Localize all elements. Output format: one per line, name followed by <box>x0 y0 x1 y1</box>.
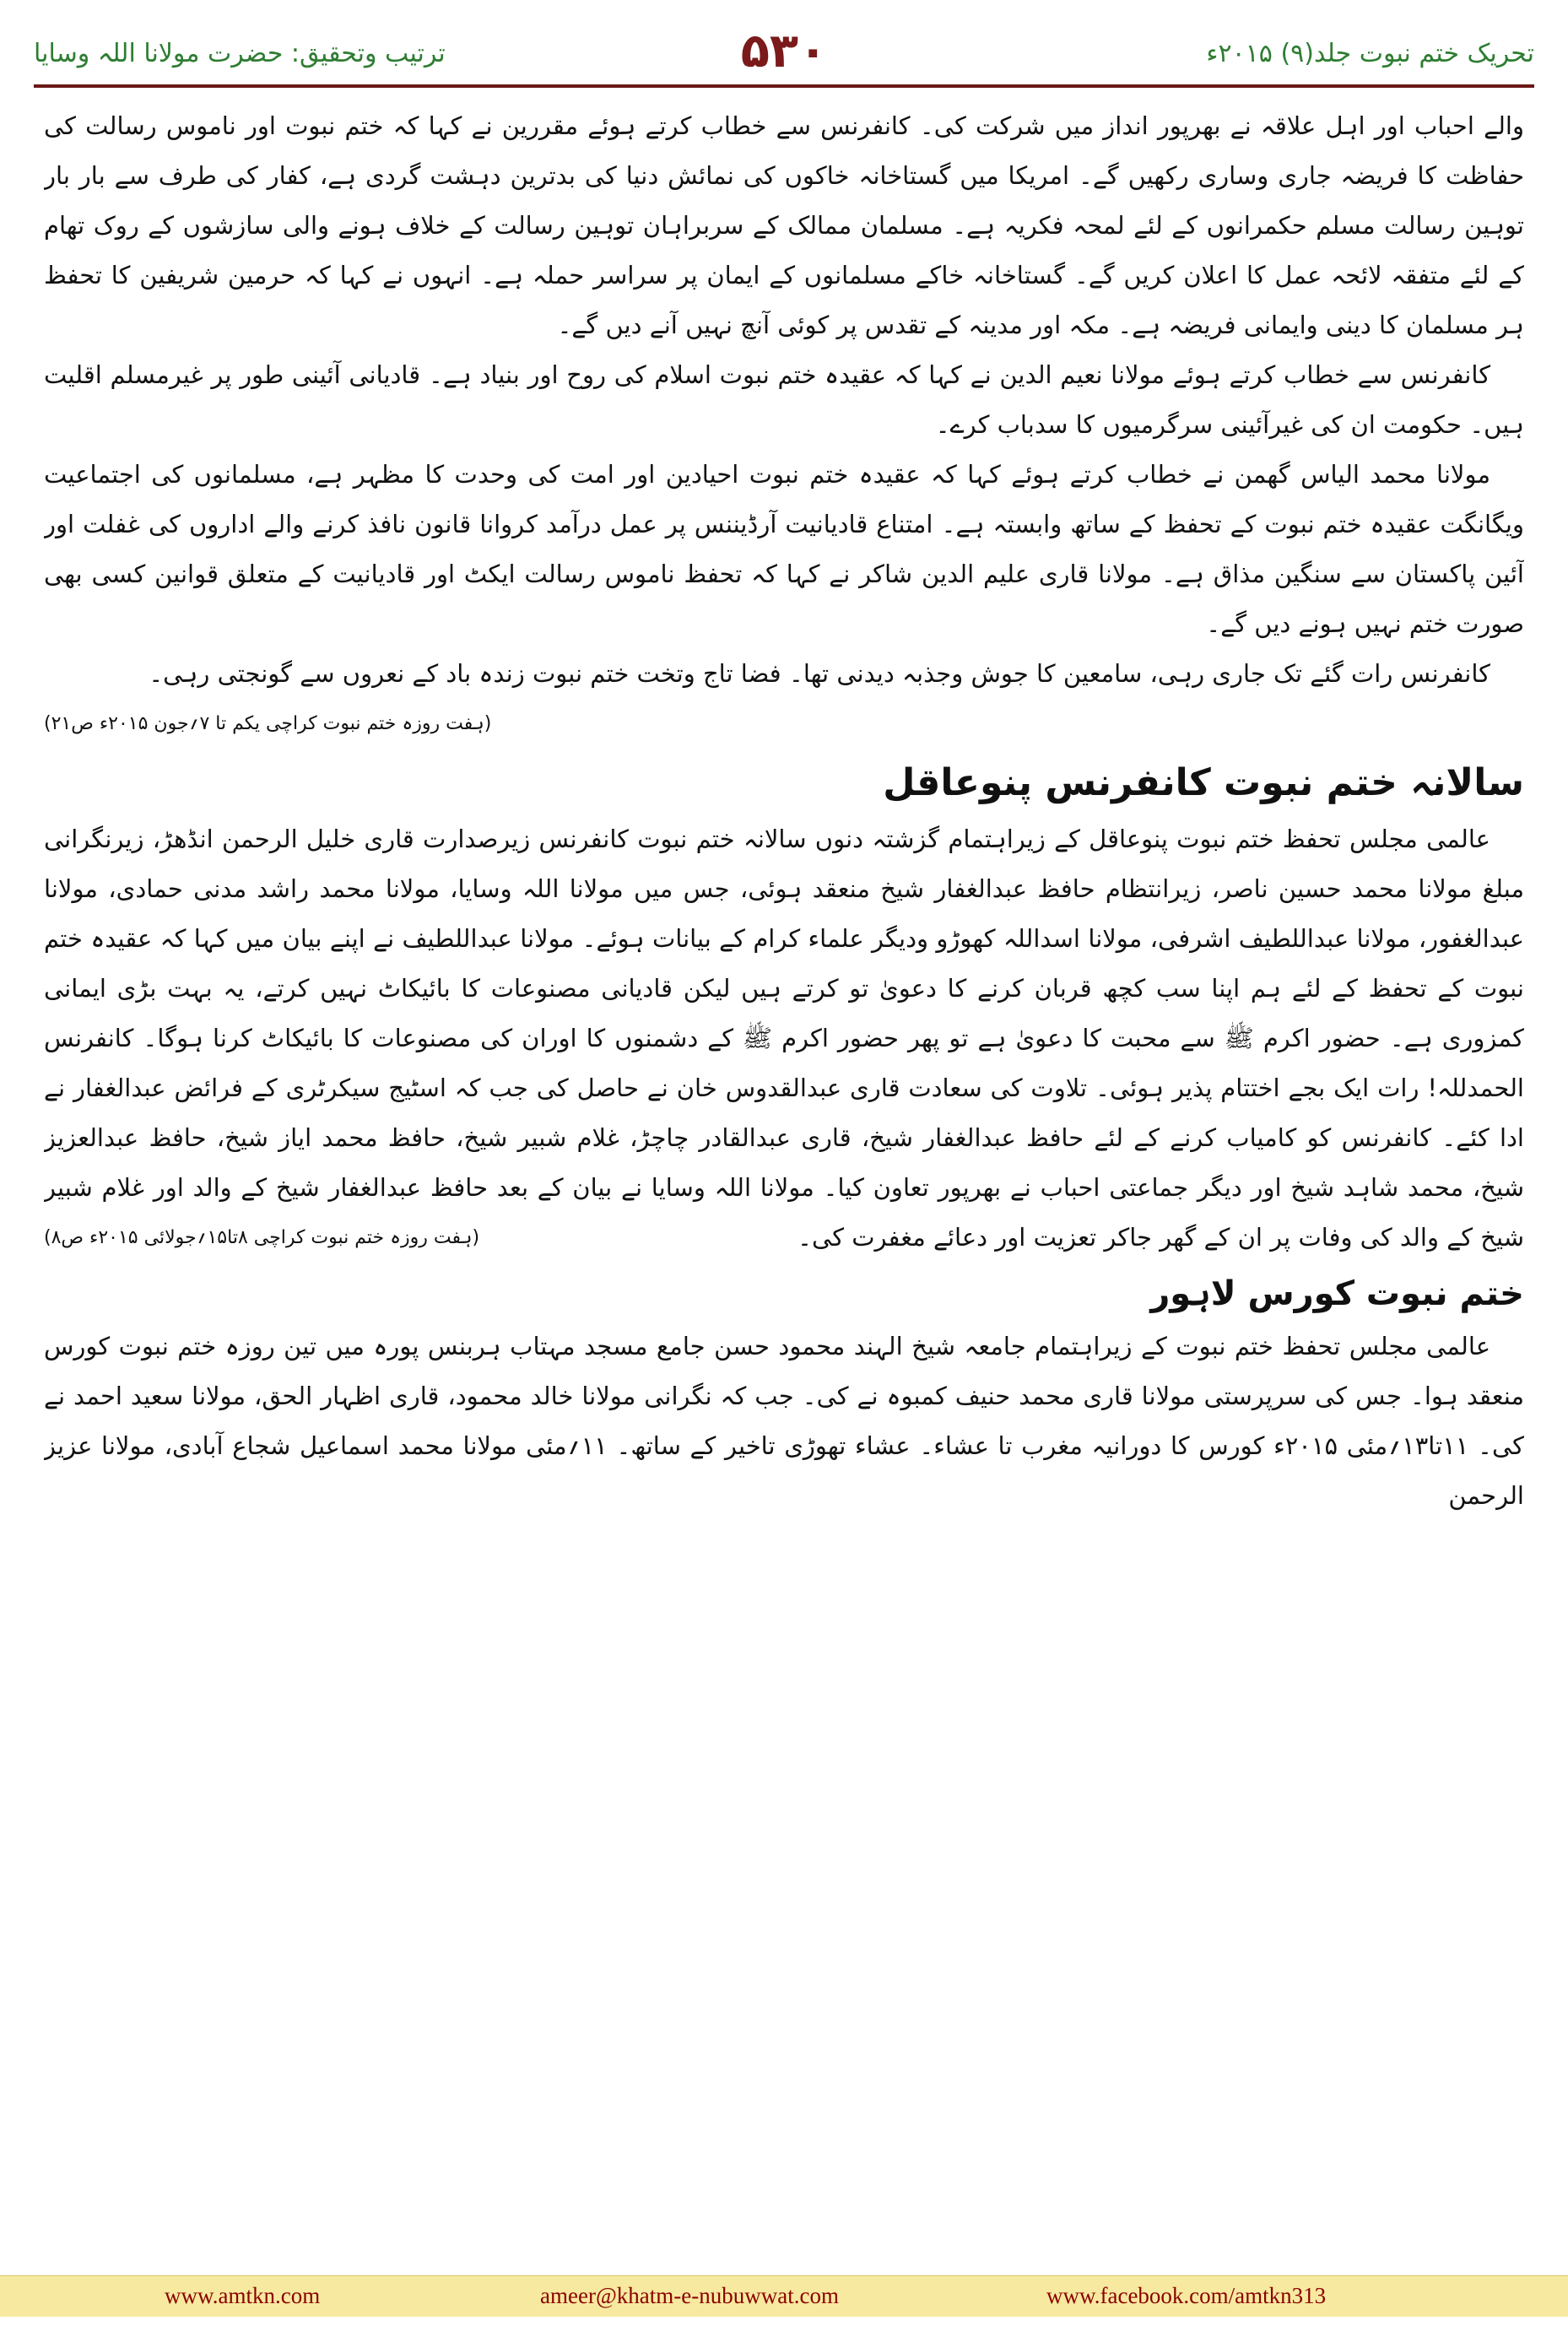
header-compiler: ترتیب وتحقیق: حضرت مولانا اللہ وسایا <box>34 39 446 68</box>
paragraph-4 <box>44 649 1524 734</box>
page-footer <box>0 2275 1568 2317</box>
page-number: ۵۳۰ <box>740 24 828 78</box>
section-heading-lahore-course: ختم نبوت کورس لاہور <box>1150 1274 1524 1313</box>
footer-email-link[interactable]: ameer@khatm-e-nubuwwat.com <box>540 2283 839 2308</box>
paragraph-2: کانفرنس سے خطاب کرتے ہوئے مولانا نعیم الدین نے کہا کہ عقیدہ ختم نبوت اسلام کی روح اور بنیاد ہے۔ قادیانی آئینی طور پر غیرمسلم اقلیت ہیں۔ حکومت ان کی غیرآئینی سرگرمیوں کا سدباب کرے۔ <box>44 360 1524 439</box>
citation-1: (ہفت روزہ ختم نبوت کراچی یکم تا ۷؍جون ۲۰۱۵ء ص۲۱) <box>44 713 492 734</box>
header-divider <box>34 84 1534 88</box>
paragraph-3: مولانا محمد الیاس گھمن نے خطاب کرتے ہوئے کہا کہ عقیدہ ختم نبوت احیادین اور امت کی وحدت کا مظہر ہے، مسلمانوں کی اجتماعیت ویگانگت عقیدہ ختم نبوت کے تحفظ کے ساتھ وابستہ ہے۔ امتناع قادیانیت آرڈیننس پر عمل درآمد کروانا قانون نافذ کرنے والے اداروں کی غفلت اور آئین پاکستان سے سنگین مذاق ہے۔ مولانا قاری علیم الدین شاکر نے کہا کہ تحفظ ناموس رسالت ایکٹ اور قادیانیت کے متعلق قوانین کسی بھی صورت ختم نہیں ہونے دیں گے۔ <box>44 460 1524 638</box>
paragraph-1: والے احباب اور اہل علاقہ نے بھرپور انداز میں شرکت کی۔ کانفرنس سے خطاب کرتے ہوئے مقررین نے کہا کہ ختم نبوت اور ناموس رسالت کی حفاظت کا فریضہ جاری وساری رکھیں گے۔ امریکا میں گستاخانہ خاکوں کی نمائش دنیا کی بدترین دہشت گردی ہے، کفار کی طرف سے بار بار توہین رسالت مسلم حکمرانوں کے لئے لمحہ فکریہ ہے۔ مسلمان ممالک کے سربراہان توہین رسالت کے خلاف ہونے والی سازشوں کے روک تھام کے لئے متفقہ لائحہ عمل کا اعلان کریں گے۔ گستاخانہ خاکے مسلمانوں کے ایمان پر سراسر حملہ ہے۔ انہوں نے کہا کہ حرمین شریفین کا تحفظ ہر مسلمان کا دینی وایمانی فریضہ ہے۔ مکہ اور مدینہ کے تقدس پر کوئی آنچ نہیں آنے دیں گے۔ <box>44 111 1524 339</box>
page-body <box>44 101 1524 2241</box>
paragraph-5 <box>44 814 1524 1263</box>
footer-facebook-link[interactable]: www.facebook.com/amtkn313 <box>1046 2283 1327 2308</box>
section-heading-pano-aqil: سالانہ ختم نبوت کانفرنس پنوعاقل <box>883 761 1524 804</box>
citation-2: (ہفت روزہ ختم نبوت کراچی ۸تا۱۵؍جولائی ۲۰۱۵ء ص۸) <box>44 1227 480 1248</box>
paragraph-4-text: کانفرنس رات گئے تک جاری رہی، سامعین کا جوش وجذبہ دیدنی تھا۔ فضا تاج وتخت ختم نبوت زندہ باد کے نعروں سے گونجتی رہی۔ <box>149 659 1490 688</box>
page-header <box>34 24 1534 83</box>
header-book-title: تحریک ختم نبوت جلد(۹) ۲۰۱۵ء <box>1206 39 1534 68</box>
paragraph-5-text: عالمی مجلس تحفظ ختم نبوت پنوعاقل کے زیراہتمام گزشتہ دنوں سالانہ ختم نبوت کانفرنس زیرصدارت قاری خلیل الرحمن انڈھڑ، زیرنگرانی مبلغ مولانا محمد حسین ناصر، زیرانتظام حافظ عبدالغفار شیخ منعقد ہوئی، جس میں مولانا اللہ وسایا، مولانا محمد راشد مدنی حمادی، مولانا عبدالغفور، مولانا عبداللطیف اشرفی، مولانا اسداللہ کھوڑو ودیگر علماء کرام کے بیانات ہوئے۔ مولانا عبداللطیف نے اپنے بیان میں کہا کہ عقیدہ ختم نبوت کے تحفظ کے لئے ہم اپنا سب کچھ قربان کرنے کا دعویٰ تو کرتے ہیں لیکن قادیانی مصنوعات کا بائیکاٹ نہیں کرتے، یہ بہت بڑی ایمانی کمزوری ہے۔ حضور اکرم ﷺ سے محبت کا دعویٰ ہے تو پھر حضور اکرم ﷺ کے دشمنوں کا اوران کی مصنوعات کا بائیکاٹ کرنا ہوگا۔ کانفرنس الحمدللہ! رات ایک بجے اختتام پذیر ہوئی۔ تلاوت کی سعادت قاری عبدالقدوس خان نے حاصل کی جب کہ اسٹیج سیکرٹری کے فرائض عبدالغفار نے ادا کئے۔ کانفرنس کو کامیاب کرنے کے لئے حافظ عبدالغفار شیخ، قاری عبدالقادر چاچڑ، غلام شبیر شیخ، حافظ محمد ایاز شیخ، حافظ عبدالعزیز شیخ، محمد شاہد شیخ اور دیگر جماعتی احباب نے بھرپور تعاون کیا۔ مولانا اللہ وسایا نے بیان کے بعد حافظ عبدالغفار شیخ کے والد اور غلام شبیر شیخ کے والد کی وفات پر ان کے گھر جاکر تعزیت اور دعائے مغفرت کی۔ <box>44 825 1524 1252</box>
paragraph-6: عالمی مجلس تحفظ ختم نبوت کے زیراہتمام جامعہ شیخ الہند محمود حسن جامع مسجد مہتاب ہربنس پورہ میں تین روزہ ختم نبوت کورس منعقد ہوا۔ جس کی سرپرستی مولانا قاری محمد حنیف کمبوہ نے کی۔ جب کہ نگرانی مولانا خالد محمود، قاری اظہار الحق، مولانا سعید احمد نے کی۔ ۱۱تا۱۳؍مئی ۲۰۱۵ء کورس کا دورانیہ مغرب تا عشاء۔ عشاء تھوڑی تاخیر کے ساتھ۔ ۱۱؍مئی مولانا محمد اسماعیل شجاع آبادی، مولانا عزیز الرحمن <box>44 1332 1524 1510</box>
footer-website-link[interactable]: www.amtkn.com <box>165 2283 321 2308</box>
